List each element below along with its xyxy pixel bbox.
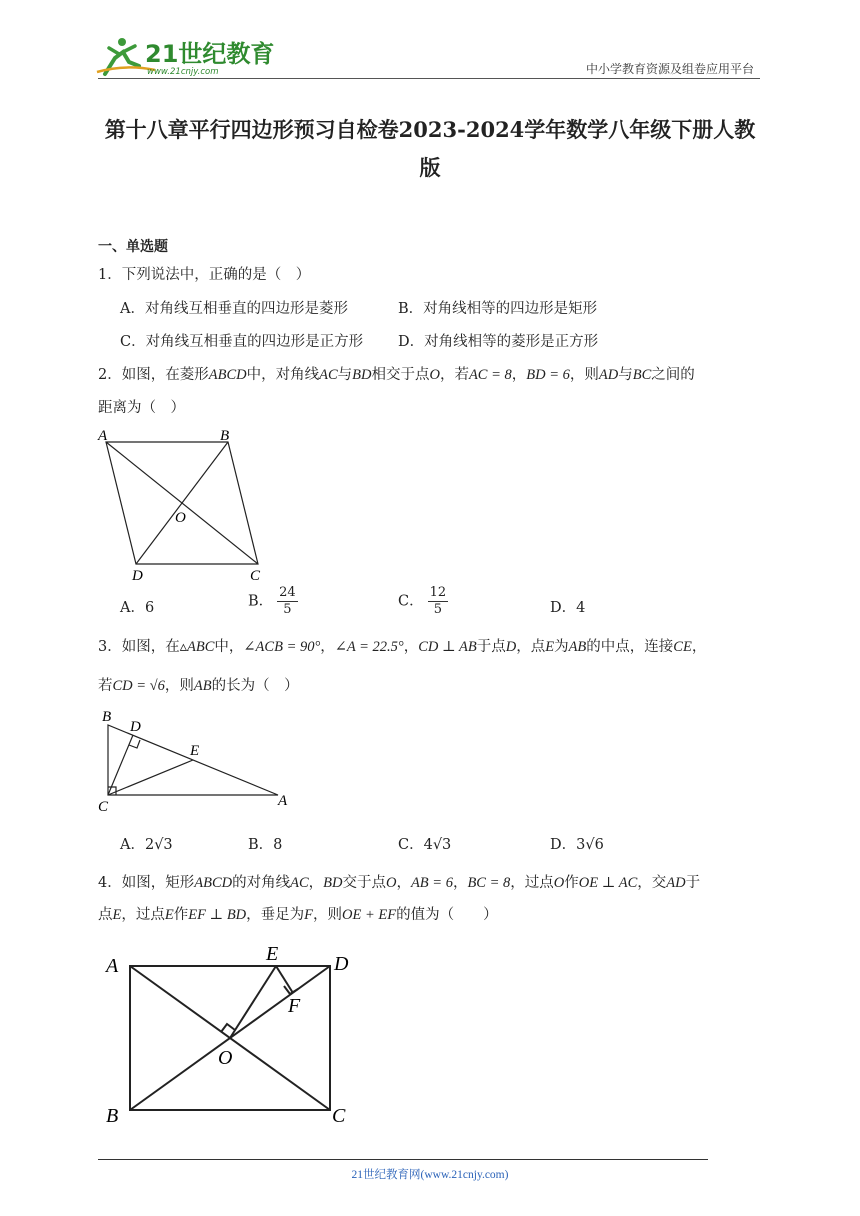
svg-text:B: B — [106, 1105, 119, 1127]
q1-option-d: D．对角线相等的菱形是正方形 — [398, 334, 599, 350]
svg-text:D: D — [130, 719, 141, 735]
svg-text:F: F — [288, 995, 301, 1017]
svg-text:C: C — [98, 799, 109, 815]
q1-option-a: A．对角线互相垂直的四边形是菱形 — [120, 301, 348, 317]
q3-option-b: B．8 — [248, 837, 283, 853]
svg-text:C: C — [250, 568, 261, 584]
q3-option-a: A．2√3 — [120, 837, 173, 853]
q1-option-c: C．对角线互相垂直的四边形是正方形 — [120, 334, 364, 350]
question-4-stem: 4．如图，矩形ABCD的对角线AC，BD交于点O，AB = 6，BC = 8，过点O作OE ⊥ AC，交AD于 — [98, 875, 701, 891]
svg-text:B: B — [220, 428, 230, 444]
question-3-stem: 3．如图，在▵ABC中，∠ACB = 90°，∠A = 22.5°，CD ⊥ AB于点D，点E为AB的中点，连接CE， — [98, 639, 707, 655]
q2-option-d: D．4 — [550, 600, 586, 616]
svg-text:D: D — [132, 568, 143, 584]
question-2-stem-line2: 距离为（ ） — [98, 400, 185, 416]
q1-option-b: B．对角线相等的四边形是矩形 — [398, 301, 598, 317]
q2-option-a: A．6 — [120, 600, 155, 616]
svg-text:A: A — [278, 793, 288, 809]
section-heading: 一、单选题 — [98, 239, 168, 255]
q3-option-d: D．3√6 — [550, 837, 604, 853]
q2-option-c: C． $\frac{12}{5}$ — [398, 585, 447, 617]
svg-text:C: C — [332, 1105, 346, 1127]
svg-text:21世纪教育: 21世纪教育 — [145, 40, 275, 68]
q3-triangle-figure — [96, 703, 296, 815]
svg-text:O: O — [218, 1047, 233, 1069]
svg-text:B: B — [102, 709, 112, 725]
page-title-line2: 版 — [419, 155, 441, 180]
footer-rule — [98, 1159, 708, 1160]
q2-option-b: B． $\frac{24}{5}$ — [248, 585, 296, 617]
question-3-stem-line2: 若CD = √6，则AB的长为（ ） — [98, 678, 299, 694]
svg-text:O: O — [175, 510, 186, 526]
q2-rhombus-figure — [96, 424, 276, 582]
q3-option-c: C．4√3 — [398, 837, 452, 853]
svg-text:A: A — [98, 428, 108, 444]
svg-text:A: A — [106, 955, 119, 977]
q4-rectangle-figure — [100, 940, 365, 1130]
svg-text:D: D — [334, 953, 349, 975]
page-title: 第十八章平行四边形预习自检卷2023-2024学年数学八年级下册人教 — [104, 117, 756, 142]
footer-link[interactable]: 21世纪教育网(www.21cnjy.com) — [351, 1169, 509, 1181]
header-rule — [98, 78, 760, 79]
question-4-stem-line2: 点E，过点E作EF ⊥ BD，垂足为F，则OE + EF的值为（ ） — [98, 907, 498, 923]
header-platform-text: 中小学教育资源及组卷应用平台 — [585, 62, 754, 76]
question-1-stem: 1．下列说法中，正确的是（ ） — [98, 267, 311, 283]
svg-text:www.21cnjy.com: www.21cnjy.com — [147, 67, 219, 77]
svg-text:E: E — [190, 743, 200, 759]
question-2-stem: 2．如图，在菱形ABCD中，对角线AC与BD相交于点O，若AC = 8，BD = 6，则AD与BC之间的 — [98, 367, 695, 383]
site-logo — [95, 34, 275, 78]
svg-text:E: E — [266, 943, 279, 965]
